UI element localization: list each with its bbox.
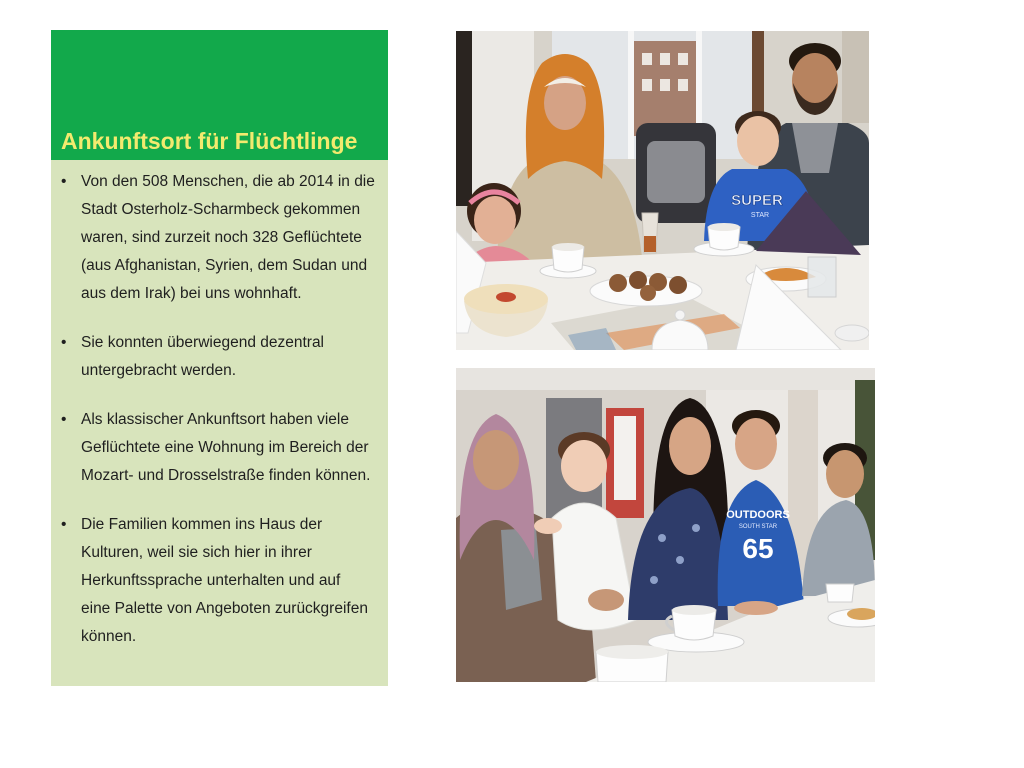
bullet-marker: •	[61, 516, 67, 533]
muffin	[609, 274, 627, 292]
bullet-item	[51, 406, 388, 490]
blouse	[501, 528, 542, 610]
cup-rim	[552, 243, 584, 251]
water-glass	[808, 257, 836, 297]
teapot-knob	[675, 310, 685, 320]
top-pattern	[650, 576, 658, 584]
bullet-line: waren, sind zurzeit noch 328 Geflüchtete	[81, 229, 362, 246]
bullet-marker: •	[61, 411, 67, 428]
sugar-bowl	[835, 325, 869, 341]
slide-title: Ankunftsort für Flüchtlinge	[61, 128, 358, 154]
bullet-text	[51, 168, 388, 308]
muffin	[640, 285, 656, 301]
photo-family-group	[456, 368, 875, 682]
building-window	[678, 53, 688, 65]
photo-family-at-table	[456, 31, 869, 350]
face	[473, 430, 519, 490]
title-header	[51, 30, 388, 160]
shirt-print-main: SUPER	[731, 192, 783, 209]
window-mullion	[628, 31, 634, 159]
bullet-line: (aus Afghanistan, Syrien, dem Sudan und	[81, 257, 368, 274]
bullet-line: eine Palette von Angeboten zurückgreifen	[81, 600, 368, 617]
face	[669, 417, 711, 475]
cup-rim	[708, 223, 740, 231]
bullet-marker: •	[61, 334, 67, 351]
face	[561, 440, 607, 492]
building-window	[642, 79, 652, 91]
bullet-text	[51, 329, 388, 385]
boy-hands	[734, 601, 778, 615]
door-frame	[456, 31, 472, 206]
shirt-print-sub: STAR	[750, 212, 770, 219]
shirt-print-brand: OUTDOORS	[726, 509, 790, 521]
cup-rim	[672, 605, 716, 615]
building-window	[660, 53, 670, 65]
muffin	[669, 276, 687, 294]
building-window	[642, 53, 652, 65]
bullet-panel	[51, 160, 388, 686]
small-cup	[826, 584, 854, 602]
text-panel	[51, 30, 388, 686]
bullet-text	[51, 511, 388, 651]
bullet-line: Von den 508 Menschen, die ab 2014 in die	[81, 173, 375, 190]
cup-rim	[596, 645, 668, 659]
shirt-print-sub: SOUTH STAR	[738, 524, 778, 530]
hummus-garnish	[496, 292, 516, 302]
shirt-print-number: 65	[742, 533, 774, 564]
holding-hand	[588, 589, 624, 611]
bullet-line: aus dem Irak) bei uns wohnhaft.	[81, 285, 302, 302]
bullet-item	[51, 511, 388, 651]
building-window	[660, 79, 670, 91]
bullet-item	[51, 168, 388, 308]
shelf	[842, 31, 869, 123]
bullet-line: Geflüchtete eine Wohnung im Bereich der	[81, 439, 369, 456]
bullet-line: Mozart- und Drosselstraße finden können.	[81, 467, 371, 484]
face	[735, 418, 777, 470]
top-pattern	[676, 556, 684, 564]
bullet-marker: •	[61, 173, 67, 190]
top-pattern	[658, 534, 666, 542]
bullet-item	[51, 329, 388, 385]
ceiling	[456, 368, 875, 390]
stroller-seat	[647, 141, 705, 203]
tea	[644, 236, 656, 252]
bullet-line: können.	[81, 628, 137, 645]
bullet-line: Die Familien kommen ins Haus der	[81, 516, 323, 533]
building-window	[678, 79, 688, 91]
bullet-line: Sie konnten überwiegend dezentral	[81, 334, 325, 351]
face	[737, 116, 779, 166]
bullet-text	[51, 406, 388, 490]
top-pattern	[692, 524, 700, 532]
bullet-line: Stadt Osterholz-Scharmbeck gekommen	[81, 201, 361, 218]
bullet-line: Kulturen, weil sie sich hier in ihrer	[81, 544, 312, 561]
bullet-list	[51, 168, 388, 672]
door-window	[614, 416, 636, 500]
bullet-line: untergebracht werden.	[81, 362, 237, 379]
bullet-line: Als klassischer Ankunftsort haben viele	[81, 411, 349, 428]
bullet-line: Herkunftssprache unterhalten und auf	[81, 572, 341, 589]
baby-arm	[534, 518, 562, 534]
face	[826, 450, 864, 498]
stroller	[636, 123, 716, 223]
face	[474, 196, 516, 244]
